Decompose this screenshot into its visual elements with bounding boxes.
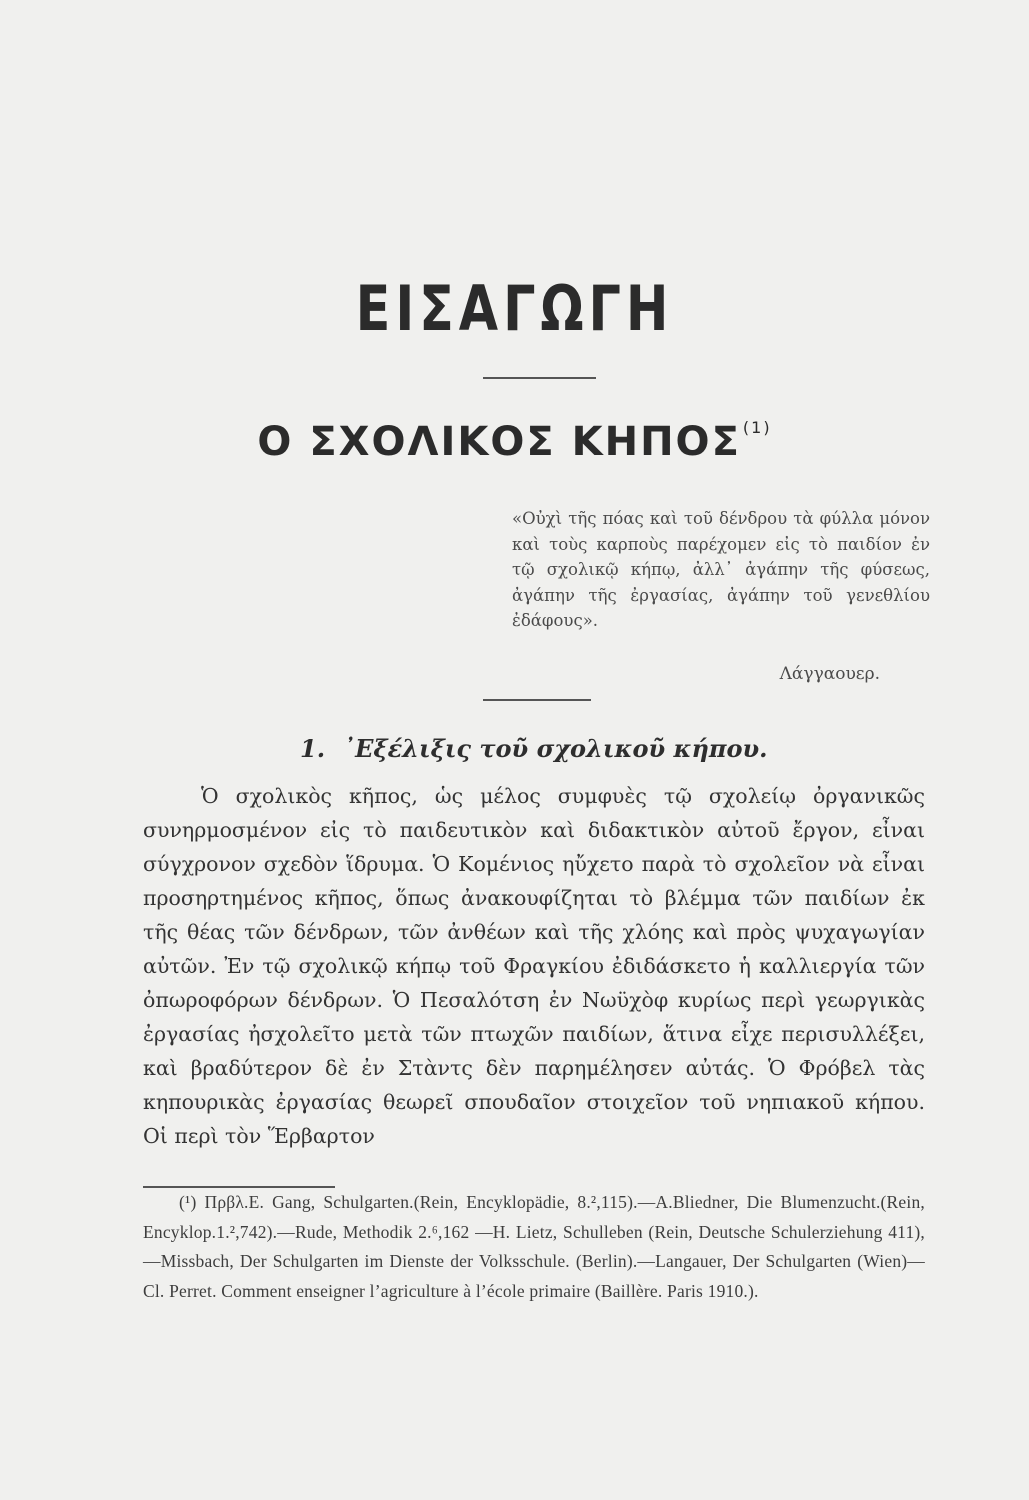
body-paragraph [143, 779, 925, 1153]
epigraph-author: Λάγγαουερ. [779, 664, 880, 684]
body-text: Ὁ σχολικὸς κῆπος, ὡς μέλος συμφυὲς τῷ σχολείῳ ὀργανικῶς συνηρμοσμένον εἰς τὸ παιδευτικὸν καὶ διδακτικὸν αὐτοῦ ἔργον, εἶναι σύγχρονον σχεδὸν ἵδρυμα. Ὁ Κομένιος ηὔχετο παρὰ τὸ σχολεῖον νὰ εἶναι προσηρτημένος κῆπος, ὅπως ἀνακουφίζηται τὸ βλέμμα τῶν παιδίων ἐκ τῆς θέας τῶν δένδρων, τῶν ἀνθέων καὶ τῆς χλόης καὶ πρὸς ψυχαγωγίαν αὐτῶν. Ἐν τῷ σχολικῷ κήπῳ τοῦ Φραγκίου ἐδιδάσκετο ἡ καλλιεργία τῶν ὀπωροφόρων δένδρων. Ὁ Πεσαλότση ἐν Νωϋχὸφ κυρίως περὶ γεωργικὰς ἐργασίας ἠσχολεῖτο μετὰ τῶν πτωχῶν παιδίων, ἅτινα εἶχε περισυλλέξει, καὶ βραδύτερον δὲ ἐν Στὰντς δὲν παρημέλησεν αὐτάς. Ὁ Φρόβελ τὰς κηπουρικὰς ἐργασίας θεωρεῖ σπουδαῖον στοιχεῖον τοῦ νηπιακοῦ κήπου. Οἱ περὶ τὸν Ἕρβαρτον [143, 784, 925, 1148]
chapter-subtitle [0, 418, 1029, 465]
epigraph-quote: «Οὐχὶ τῆς πόας καὶ τοῦ δένδρου τὰ φύλλα μόνον καὶ τοὺς καρποὺς παρέχομεν εἰς τὸ παιδίον ἐν τῷ σχολικῷ κήπῳ, ἀλλ᾿ ἀγάπην τῆς φύσεως, ἀγάπην τῆς ἐργασίας, ἀγάπην τοῦ γενεθλίου ἐδάφους». [512, 509, 930, 631]
title-divider [483, 377, 596, 379]
section-divider [483, 699, 591, 701]
section-number: 1. [300, 734, 326, 763]
footnote-marker: (1) [742, 418, 772, 437]
section-heading [300, 734, 768, 763]
footnote-text: (¹) Πρβλ.E. Gang, Schulgarten.(Rein, Encyklopädie, 8.²,115).—A.Bliedner, Die Blumenzucht.(Rein, Encyklop.1.²,742).—Rude, Methodik 2.⁶,162 —H. Lietz, Schulleben (Rein, Deutsche Schulerziehung 411),—Missbach, Der Schulgarten im Dienste der Volksschule. (Berlin).—Langauer, Der Schulgarten (Wien)— Cl. Perret. Comment enseigner l’agriculture à l’école primaire (Baillère. Paris 1910.). [143, 1192, 925, 1301]
subtitle-text: Ο ΣΧΟΛΙΚΟΣ ΚΗΠΟΣ [257, 419, 741, 465]
page-title: ΕΙΣΑΓΩΓΗ [355, 272, 674, 345]
footnote [143, 1188, 925, 1306]
section-title: ᾿Εξέλιξις τοῦ σχολικοῦ κήπου. [343, 734, 768, 763]
